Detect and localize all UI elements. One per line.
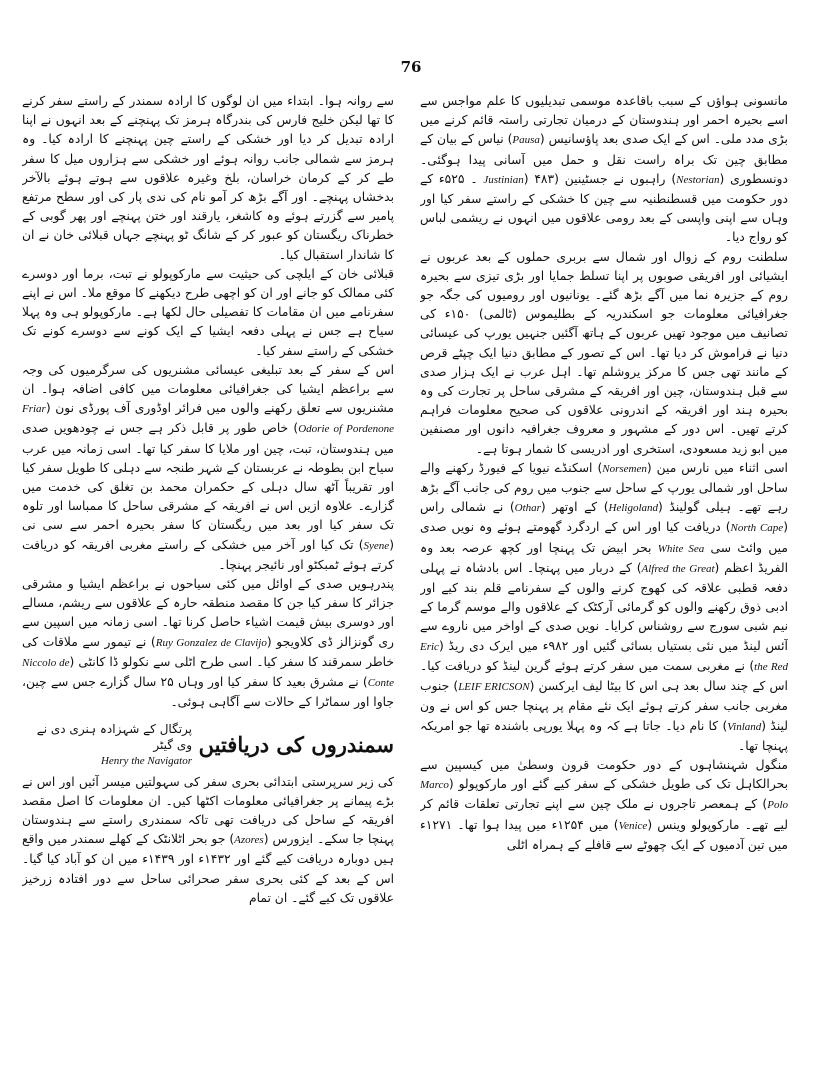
english-term: Othar bbox=[514, 502, 541, 515]
english-term: LEIF ERICSON bbox=[458, 681, 530, 694]
page-number: 76 bbox=[400, 58, 422, 76]
english-term: Azores bbox=[234, 834, 264, 847]
english-term: Norsemen bbox=[602, 462, 647, 475]
english-term: Marco Polo bbox=[420, 779, 788, 812]
paragraph: سلطنت روم کے زوال اور شمال سے بربری حملوں کے بعد عربوں نے ایشیائی اور افریقی صوبوں پر اپنا تسلط جمایا اور بڑی تیزی سے بحیرہ روم کے جزیرہ نما میں آگے بڑھ گئے۔ یونانیوں اور رومیوں کی جگہ جو جغرافیائی معلومات جو اسکندریہ کے بطلیموس (ٹالمی) ۱۵۰ء کی تصانیف میں موجود تھیں عربوں کے ہاتھ آگئیں جنہیں یورپ کی عیسائی دنیا نے فراموش کر دیا تھا۔ اس کے تصور کے مطابق دنیا ایک چپٹے قرص کے مانند تھی جس کا مرکز یروشلم تھا۔ اہل عرب نے ایک ہزار صدی سے قبل ہندوستان، چین اور افریقہ کے مشرقی ساحل پر تجارت کی وہ بحیرہ ہند اور افریقہ کے اندرونی علاقوں کی صحیح معلومات فراہم کرتے تھیں۔ اس دور کے مشہور و معروف جغرافیہ دانوں اور مصنفین میں ابو زید مسعودی، استخری اور ادریسی کا شمار ہوتا ہے۔ bbox=[420, 249, 788, 456]
english-term: Niccolo de Conte bbox=[22, 656, 394, 690]
section-heading: سمندروں کی دریافتیں bbox=[198, 731, 394, 757]
english-term: Alfred the Great bbox=[641, 562, 715, 575]
english-term: Vinland bbox=[727, 720, 762, 733]
left-column bbox=[22, 92, 394, 908]
paragraph: سے روانہ ہوا۔ ابتداء میں ان لوگوں کا ارادہ سمندر کے راستے سفر کرنے کا تھا لیکن خلیج فارس کی بندرگاہ ہرمز تک پہنچنے کے بعد انہوں نے اپنا ارادہ تبدیل کر دیا اور خشکی کے راستے چین پہنچنے کا ارادہ کیا۔ وہ ہرمز سے شمالی جانب روانہ ہوئے اور خشکی سے ہزاروں میل کا سفر طے کر کے کرمان خراسان، بلخ وغیرہ علاقوں سے ہوتے ہوئے بالآخر بدخشاں پہنچے۔ اور آگے بڑھ کر آمو نام کی ندی پار کی اور سطح مرتفع پامیر سے گزرتے ہوئے وہ کاشغر، یارقند اور ختن پہنچے اور پھر گوبی کے خطرناک ریگستان کو عبور کر کے شانگ ٹو پہنچے جہاں قبلائی خان نے ان کا شاندار استقبال کیا۔ bbox=[22, 94, 394, 262]
english-term: Henry the Navigator bbox=[100, 754, 192, 767]
english-term: Ruy Gonzalez de Clavijo bbox=[155, 636, 267, 649]
english-term: Eric the Red bbox=[420, 640, 788, 673]
paragraph: قبلائی خان کے ایلچی کی حیثیت سے مارکوپولو نے تبت، برما اور دوسرے کئی ممالک کو جانے اور ان کو اچھی طرح دیکھنے کا موقع ملا۔ اس نے اپنے سفرنامے میں ان مقامات کا تفصیلی حال لکھا ہے۔ مارکوپولو ہی وہ پہلا سیاح ہے جس نے پہلی دفعہ ایشیا کے ایک کونے سے دوسرے کونے تک خشکی کے راستے سفر کیا۔ bbox=[22, 266, 394, 358]
english-term: White Sea bbox=[657, 542, 705, 555]
section-heading-row bbox=[22, 721, 394, 769]
english-term: Friar Odorie of Pordenone bbox=[22, 403, 394, 436]
paragraph: پندرہویں صدی کے اوائل میں کئی سیاحوں نے براعظم ایشیا و مشرقی جزائر کا سفر کیا جن کا مقصد منطقہ حارہ کے علاقوں سے ریشم، مسالے اور دوسری بیش قیمت اشیاء حاصل کرنا تھا۔ اسی زمانہ میں اسپین سے ری گونزالز ڈی کلاویجو (Ruy Gonzalez de Clavijo) نے تیمور سے ملاقات کی خاطر سمرقند کا سفر کیا۔ اسی طرح اٹلی سے نکولو ڈا کانٹی (Niccolo de Conte) نے مشرق بعید کا سفر کیا اور وہاں ۲۵ سال گزارے جس سے چین، جاوا اور سماٹرا کے حالات سے آگاہی ہوئی۔ bbox=[22, 577, 394, 710]
english-term: Nestorian bbox=[676, 173, 720, 186]
english-term: North Cape bbox=[730, 522, 784, 535]
paragraph: اس کے سفر کے بعد تبلیغی عیسائی مشنریوں کی سرگرمیوں کی وجہ سے براعظم ایشیا کی جغرافیائی معلومات میں کافی اضافہ ہوا۔ ان مشنریوں سے تعلق رکھنے والوں میں فرائر اوڈوری آف پورڈی نون (Friar Odorie of Pordenone) خاص طور پر قابل ذکر ہے جس نے چودھویں صدی میں ہندوستان، تبت، چین اور ملایا کا سفر کیا تھا۔ اسی زمانہ میں عرب سیاح ابن بطوطہ نے عربستان کے شہر طنجہ سے دہلی کا طویل سفر کیا اور تقریباً آٹھ سال دہلی کے حکمران محمد بن تغلق کی خدمت میں گزارے۔ علاوہ ازیں اس نے افریقہ کے مشرقی ساحل کا ممباسا اور تلوہ تک سفر کیا اور بعد میں ریگستان کا سفر بحیرہ احمر سے سی نی (Syene) تک کیا اور آخر میں خشکی کے راستے مغربی افریقہ کو دریافت کرتے ہوئے ٹمبکٹو اور نائیجر پہنچا۔ bbox=[22, 362, 394, 572]
english-term: Venice bbox=[618, 819, 648, 832]
english-term: Justinian bbox=[483, 173, 524, 186]
english-term: Syene bbox=[363, 539, 390, 552]
english-term: Heligoland bbox=[608, 502, 658, 515]
heading-side-text: پرتگال کے شہزادہ ہنری دی نے وی گیٹر Henry the Navigator bbox=[22, 721, 192, 769]
right-column bbox=[420, 92, 788, 855]
paragraph: اسی اثناء میں نارس مین (Norsemen) اسکنڈے نیویا کے فیورڈ رکھنے والے ساحل اور شمالی یورپ کے ساحل سے جنوب میں روم کی جانب آگے بڑھ رہے تھے۔ ہیلی گولینڈ (Heligoland) کے اوتھر (Othar) نے شمالی راس (North Cape) دریافت کیا اور اس کے اردگرد گھومتے ہوئے وہ نویں صدی میں وائٹ سی White Sea بحر ابیض تک پہنچا اور کچھ عرصہ بعد وہ الفریڈ اعظم (Alfred the Great) کے دربار میں پہنچا۔ اس بادشاہ نے پہلی دفعہ قطبی علاقہ کی کھوج کرنے والوں کے سفرنامے قلم بند کیے اور ادبی ذوق رکھنے والوں کو گرمائی آرکٹک کے علاقوں والے موسم گرما کے نیم شبی سورج سے روشناس کرایا۔ نویں صدی کے اواخر میں ناروے سے آئس لینڈ میں نئی بستیاں بسائی گئیں اور ۹۸۲ء میں ایرک دی ریڈ (Eric the Red) نے مغربی سمت میں سفر کرتے ہوئے گرین لینڈ کو دریافت کیا۔ اس کے چند سال بعد ہی اس کا بیٹا لیف ایرکسن (LEIF ERICSON) جنوب مغربی جانب سفر کرتے ہوئے ایک نئے مقام پر پہنچا جس کو اس نے ون لینڈ (Vinland) کا نام دیا۔ جاتا ہے کہ وہ پہلا یورپی باشندہ تھا جو امریکہ پہنچا تھا۔ bbox=[420, 460, 788, 753]
paragraph: مانسونی ہواؤں کے سبب باقاعدہ موسمی تبدیلیوں کا علم مواجس سے اسے بحیرہ احمر اور ہندوستان کے درمیان تجارتی راستہ قائم کرنے میں بڑی مدد ملی۔ اس کے ایک صدی بعد پاؤسانیس (Pausa) نیاس کے بیان کے مطابق چین تک براہ راست نقل و حمل میں آسانی پیدا ہوگئی۔ دونسطوری (Nestorian) راہبوں نے جسٹینین (Justinian) ۴۸۳ ۔ ۵۲۵ء کے دور حکومت میں قسطنطنیہ سے چین کا خشکی کے راستے سفر کیا اور وہاں سے اپنی واپسی کے بعد رومی علاقوں میں انہوں نے ریشمی لباس کو رواج دیا۔ bbox=[420, 94, 788, 245]
paragraph: منگول شہنشاہوں کے دور حکومت قرون وسطیٰ میں کیسپین سے بحرالکاہل تک کی طویل خشکی کے سفر کیے گئے اور مارکوپولو (Marco Polo) کے ہمعصر تاجروں نے ملک چین سے اپنے تجارتی تعلقات قائم کر لیے تھے۔ مارکوپولو وینس (Venice) میں ۱۲۵۴ء میں پیدا ہوا تھا۔ ۱۲۷۱ء میں تین آدمیوں کے ایک چھوٹے سے قافلے کے ہمراہ اٹلی bbox=[420, 757, 788, 852]
paragraph: کی زیر سرپرستی ابتدائی بحری سفر کی سہولتیں میسر آئیں اور اس نے بڑے پیمانے پر جغرافیائی معلومات اکٹھا کیں۔ ان معلومات کا اصل مقصد افریقہ کے ساحل کی دریافت تھی تاکہ سمندری راستے سے ہندوستان پہنچا جا سکے۔ ایزورس (Azores) جو بحر اٹلانٹک کے کھلے سمندر میں واقع ہیں دوبارہ دریافت کیے گئے اور ۱۴۳۲ء اور ۱۴۳۹ء میں ان کو آباد کیا گیا۔ اس کے بعد کے کئی بحری سفر صحرائی ساحل سے دور افتادہ زرخیز علاقوں تک کیے گئے۔ ان تمام bbox=[22, 774, 394, 905]
english-term: Pausa bbox=[512, 134, 540, 147]
